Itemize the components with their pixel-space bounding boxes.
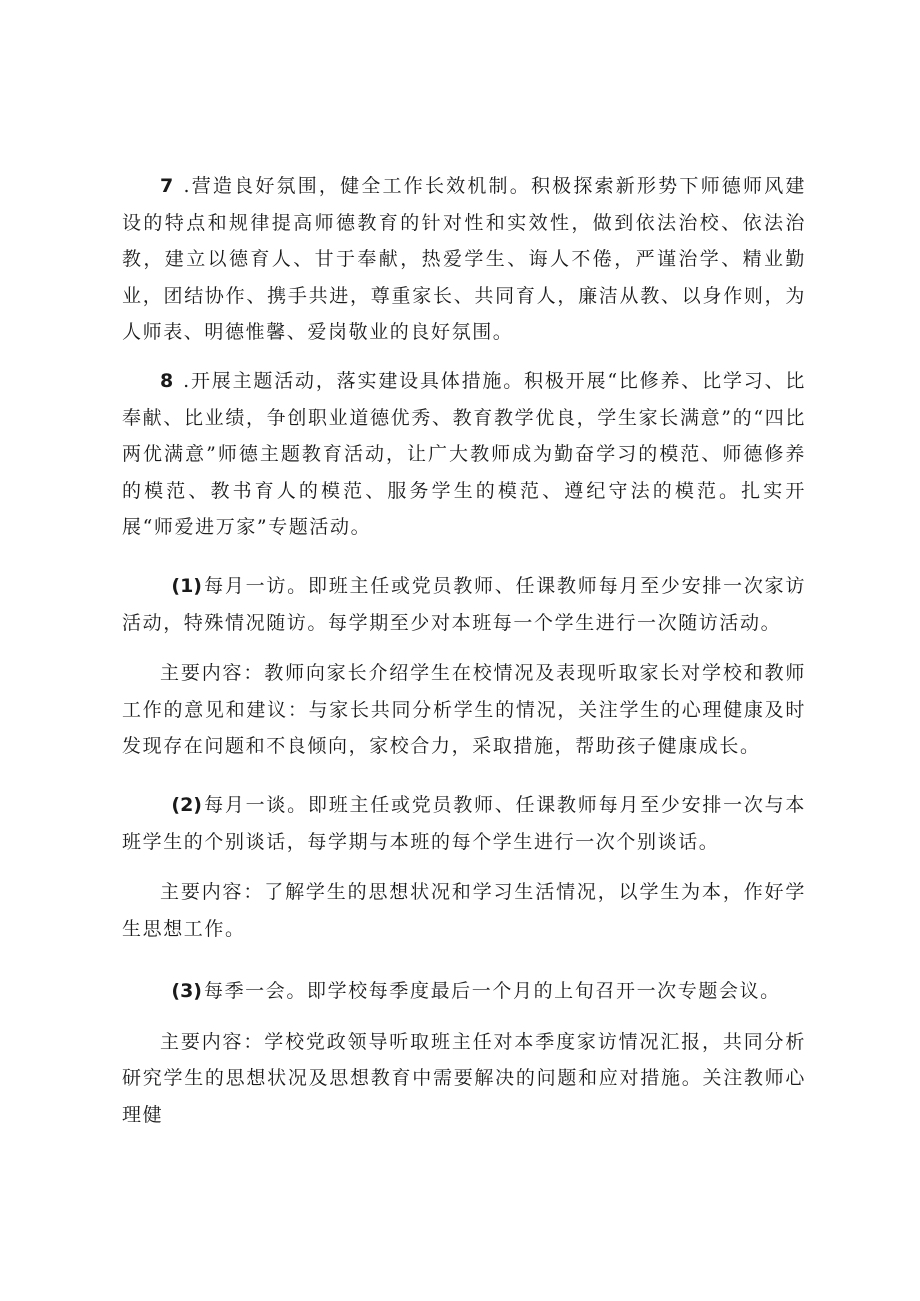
meeting-main-content: [122, 1024, 806, 1134]
paragraph-text: .开展主题活动，落实建设具体措施。积极开展“比修养、比学习、比奉献、比业绩，争创职业道德优秀、教育教学优良，学生家长满意”的“四比两优满意”师德主题教育活动，让广大教师成为勤奋学习的模范、师德修养的模范、教书育人的模范、服务学生的模范、遵纪守法的模范。扎实开展“师爱进万家”专题活动。: [122, 369, 806, 539]
item-number: (1): [171, 574, 202, 597]
visit-main-content: [122, 655, 806, 765]
paragraph-text: 主要内容：教师向家长介绍学生在校情况及表现听取家长对学校和教师工作的意见和建议：与家长共同分析学生的情况，关注学生的心理健康及时发现存在问题和不良倾向，家校合力，采取措施，帮助孩子健康成长。: [122, 662, 806, 758]
item-text: 每月一访。即班主任或党员教师、任课教师每月至少安排一次家访活动，特殊情况随访。每学期至少对本班每一个学生进行一次随访活动。: [122, 574, 806, 634]
paragraph-text: .营造良好氛围，健全工作长效机制。积极探索新形势下师德师风建设的特点和规律提高师德教育的针对性和实效性，做到依法治校、依法治教，建立以德育人、甘于奉献，热爱学生、诲人不倦，严谨治学、精业勤业，团结协作、携手共进，尊重家长、共同育人，廉洁从教、以身作则，为人师表、明德惟馨、爱岗敬业的良好氛围。: [122, 175, 806, 344]
item-quarterly-meeting: [122, 973, 806, 1010]
paragraph-number: 7: [160, 175, 174, 197]
document-body: [122, 168, 806, 1134]
paragraph-7: [122, 168, 806, 351]
item-monthly-visit: [122, 568, 806, 641]
item-monthly-talk: [122, 787, 806, 860]
paragraph-number: 8: [160, 369, 174, 392]
paragraph-8: [122, 363, 806, 546]
paragraph-text: 主要内容：学校党政领导听取班主任对本季度家访情况汇报，共同分析研究学生的思想状况及思想教育中需要解决的问题和应对措施。关注教师心理健: [122, 1030, 806, 1127]
item-text: 每月一谈。即班主任或党员教师、任课教师每月至少安排一次与本班学生的个别谈话，每学期与本班的每个学生进行一次个别谈话。: [122, 793, 806, 853]
item-text: 每季一会。即学校每季度最后一个月的上旬召开一次专题会议。: [203, 980, 781, 1003]
item-number: (2): [171, 793, 202, 816]
paragraph-text: 主要内容：了解学生的思想状况和学习生活情况，以学生为本，作好学生思想工作。: [122, 881, 806, 940]
item-number: (3): [171, 980, 202, 1003]
talk-main-content: [122, 874, 806, 947]
